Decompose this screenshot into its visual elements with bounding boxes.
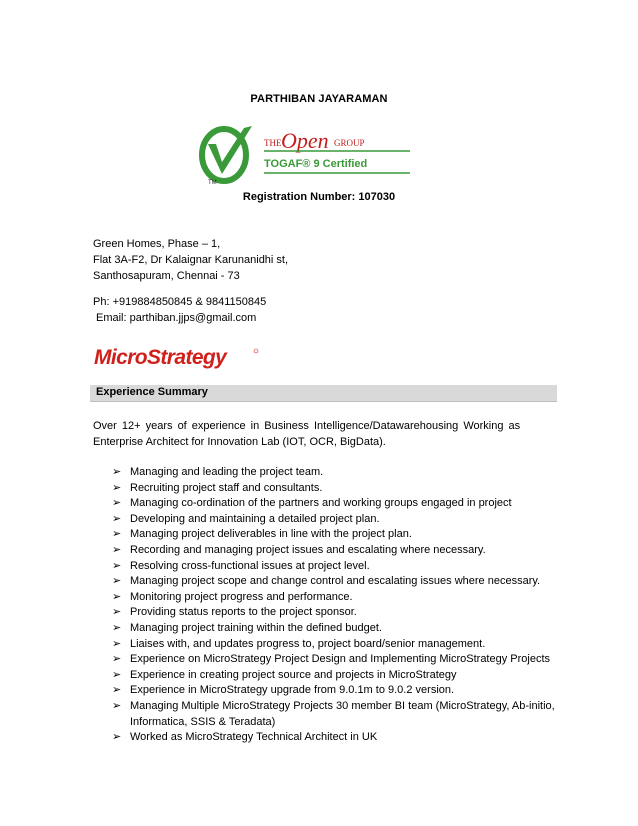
list-item xyxy=(112,512,592,528)
list-item xyxy=(112,559,592,575)
phone-number: Ph: +919884850845 & 9841150845 xyxy=(93,296,267,308)
list-item xyxy=(112,481,592,497)
arrow-bullet-icon: ➢ xyxy=(112,590,122,603)
list-item xyxy=(112,574,592,590)
list-item xyxy=(112,699,592,730)
candidate-name: PARTHIBAN JAYARAMAN xyxy=(250,93,388,105)
list-item xyxy=(112,652,592,668)
list-item-text: Providing status reports to the project sponsor. xyxy=(130,606,357,619)
brand-prefix: THE xyxy=(264,138,282,148)
arrow-bullet-icon: ➢ xyxy=(112,653,122,666)
list-item-text: Managing project scope and change control and escalating issues where necessary. xyxy=(130,575,541,588)
list-item xyxy=(112,543,592,559)
email-address: Email: parthiban.jjps@gmail.com xyxy=(96,312,257,324)
section-title: Experience Summary xyxy=(96,386,208,398)
microstrategy-logo xyxy=(93,343,259,369)
list-item xyxy=(112,465,592,481)
arrow-bullet-icon: ➢ xyxy=(112,699,122,712)
brand-suffix: GROUP xyxy=(334,138,365,148)
arrow-bullet-icon: ➢ xyxy=(112,497,122,510)
list-item-text: Liaises with, and updates progress to, project board/senior management. xyxy=(130,637,486,650)
togaf-cert-text: TOGAF® 9 Certified xyxy=(264,158,368,170)
list-item xyxy=(112,730,592,746)
arrow-bullet-icon: ➢ xyxy=(112,731,122,744)
address-line: Green Homes, Phase – 1, xyxy=(93,238,221,250)
list-item xyxy=(112,668,592,684)
brand-main: Open xyxy=(281,128,329,153)
responsibility-list xyxy=(112,465,592,746)
arrow-bullet-icon: ➢ xyxy=(112,606,122,619)
arrow-bullet-icon: ➢ xyxy=(112,512,122,525)
list-item-text: Recruiting project staff and consultants. xyxy=(130,481,323,494)
experience-summary-paragraph xyxy=(93,418,544,450)
arrow-bullet-icon: ➢ xyxy=(112,466,122,478)
list-item xyxy=(112,590,592,606)
list-item-text: Experience in MicroStrategy upgrade from 9.0.1m to 9.0.2 version. xyxy=(130,684,455,697)
list-item-text: Resolving cross-functional issues at project level. xyxy=(130,559,370,572)
list-item-text: Managing project deliverables in line with the project plan. xyxy=(130,528,412,541)
list-item-text: Managing project training within the defined budget. xyxy=(130,621,382,634)
list-item-text: Experience in creating project source and projects in MicroStrategy xyxy=(130,668,457,681)
arrow-bullet-icon: ➢ xyxy=(112,684,122,697)
section-header-experience xyxy=(90,385,557,402)
microstrategy-logo-text: MicroStrategy xyxy=(94,346,227,369)
list-item-text: Recording and managing project issues and escalating where necessary. xyxy=(130,543,486,556)
address-line: Santhosapuram, Chennai - 73 xyxy=(93,270,240,282)
address-block xyxy=(93,236,288,284)
arrow-bullet-icon: ➢ xyxy=(112,543,122,556)
summary-line: Over 12+ years of experience in Business Intelligence/Datawarehousing Working as xyxy=(93,420,521,432)
arrow-bullet-icon: ➢ xyxy=(112,621,122,634)
list-item-text: Monitoring project progress and performance. xyxy=(130,590,353,603)
address-line: Flat 3A-F2, Dr Kalaignar Karunanidhi st, xyxy=(93,254,289,266)
togaf-certified-logo xyxy=(198,122,418,188)
list-item xyxy=(112,621,592,637)
list-item-text: Managing co-ordination of the partners and working groups engaged in project xyxy=(130,497,512,510)
arrow-bullet-icon: ➢ xyxy=(112,637,122,650)
list-item xyxy=(112,683,592,699)
registration-number: Registration Number: 107030 xyxy=(242,191,396,203)
list-item xyxy=(112,637,592,653)
list-item xyxy=(112,496,592,512)
list-item-text: Managing Multiple MicroStrategy Projects 30 member BI team (MicroStrategy, Ab-initio, Informatica, SSIS & Teradata) xyxy=(130,699,555,728)
contact-block xyxy=(93,294,266,326)
list-item xyxy=(112,527,592,543)
arrow-bullet-icon: ➢ xyxy=(112,481,122,494)
list-item-text: Experience on MicroStrategy Project Design and Implementing MicroStrategy Projects xyxy=(130,653,551,666)
list-item-text: Worked as MicroStrategy Technical Architect in UK xyxy=(130,731,378,744)
summary-line: Enterprise Architect for Innovation Lab (IOT, OCR, BigData). xyxy=(93,436,386,448)
arrow-bullet-icon: ➢ xyxy=(112,668,122,681)
togaf-tm: TM xyxy=(208,180,217,186)
arrow-bullet-icon: ➢ xyxy=(112,559,122,572)
arrow-bullet-icon: ➢ xyxy=(112,528,122,541)
list-item-text: Developing and maintaining a detailed project plan. xyxy=(130,512,380,525)
list-item-text: Managing and leading the project team. xyxy=(130,466,324,478)
list-item xyxy=(112,605,592,621)
arrow-bullet-icon: ➢ xyxy=(112,575,122,588)
